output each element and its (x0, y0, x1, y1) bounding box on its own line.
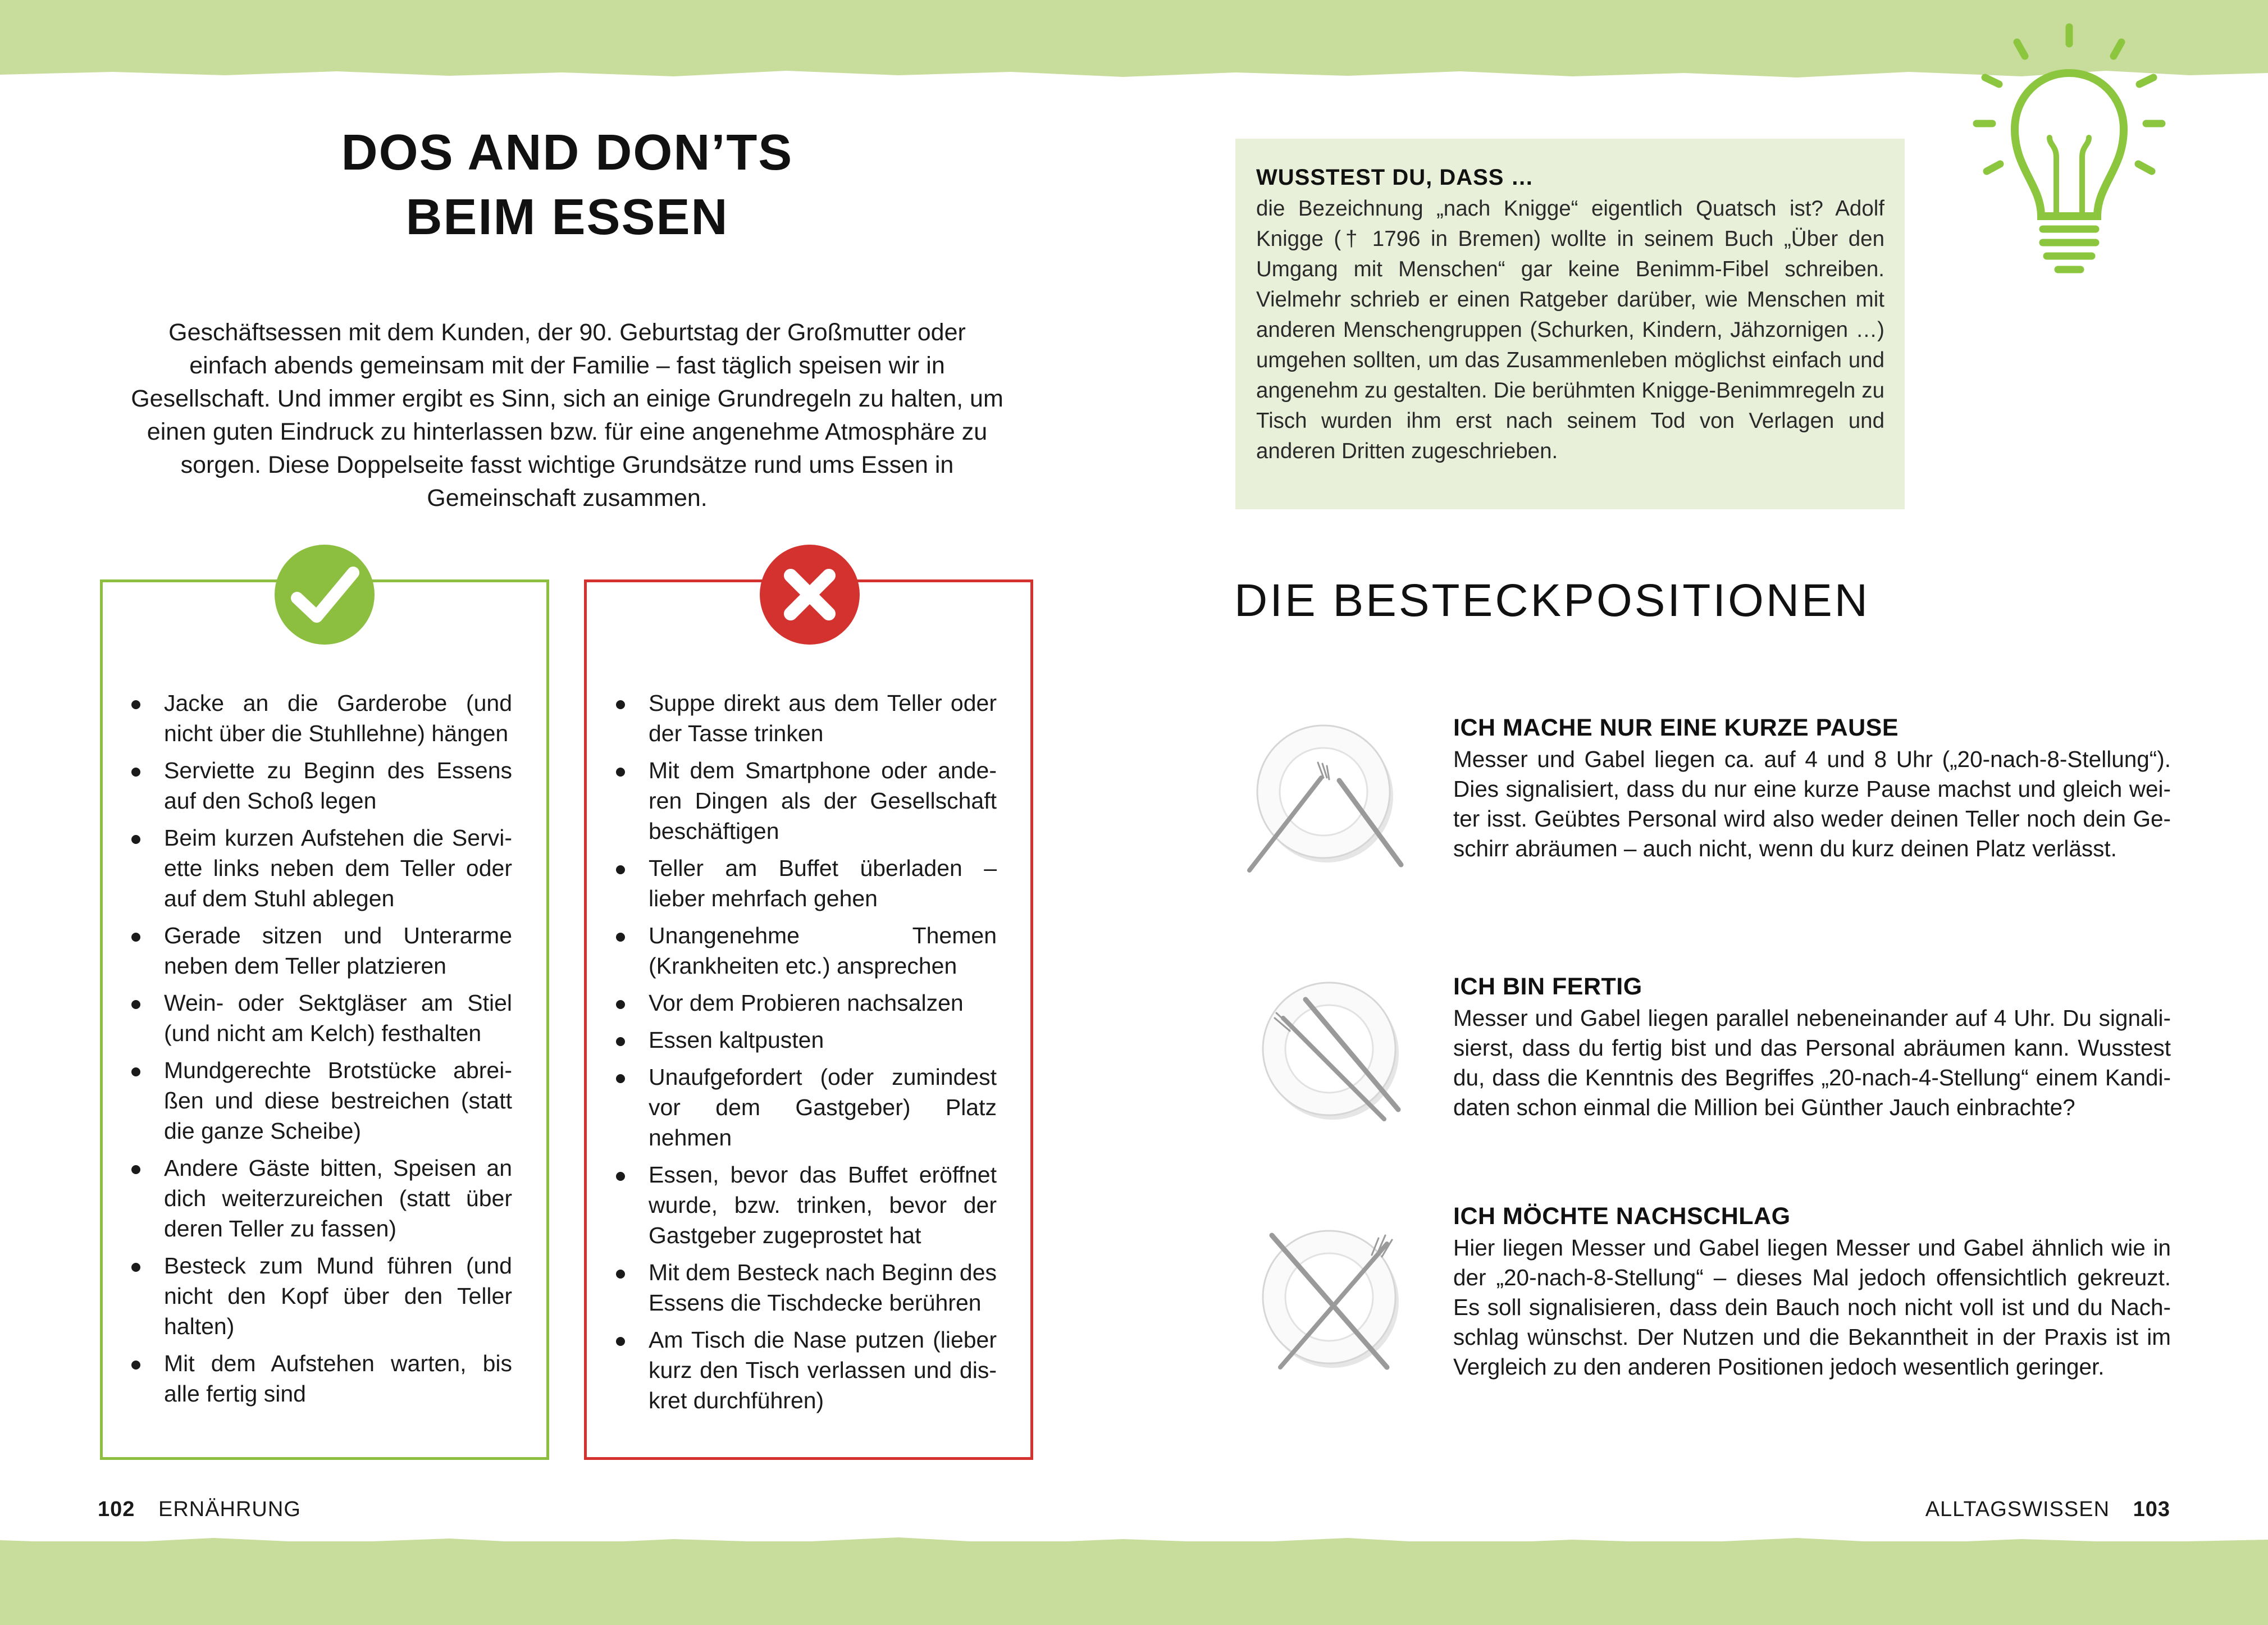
position-text: Hier liegen Messer und Gabel liegen Messer und Gabel ähnlich wie in der „20-nach-8-Stellung“ – dieses Mal jedoch offensichtlich gekreuzt. Es soll signalisieren, dass dein Bauch noch nicht voll ist und du Nachschlag wünschst. Der Nutzen und die Bekanntheit in der Praxis ist im Vergleich zu den anderen Positionen jedoch wesentlich geringer. (1453, 1235, 2171, 1380)
did-you-know-box (1235, 139, 1905, 509)
donts-item: Unangenehme Themen (Krankheiten etc.) ansprechen (615, 920, 997, 981)
cross-icon (760, 545, 860, 645)
dos-item: Wein- oder Sektgläser am Stiel (und nicht am Kelch) festhalten (130, 988, 512, 1048)
position-title: ICH MÖCHTE NACHSCHLAG (1453, 1203, 1791, 1230)
page-number-left: 102 (98, 1498, 135, 1521)
page-number-right: 103 (2133, 1498, 2170, 1521)
position-text: Messer und Gabel liegen ca. auf 4 und 8 Uhr („20-nach-8-Stellung“). Dies signalisiert, dass du nur eine kurze Pause machst und gleich weiter isst. Geübtes Personal wird also weder deinen Teller noch dein Geschirr abräumen – auch nicht, wenn du kurz deinen Platz verlässt. (1453, 746, 2171, 861)
plate-finished-icon (1244, 965, 1412, 1133)
section-title: DIE BESTECKPOSITIONEN (1234, 575, 1870, 626)
donts-item: Suppe direkt aus dem Teller oder der Tasse trinken (615, 688, 997, 748)
dos-item: Mundgerechte Brotstücke abreißen und diese bestreichen (statt die ganze Scheibe) (130, 1055, 512, 1146)
lightbulb-icon (1960, 17, 2179, 286)
dos-item: Andere Gäste bitten, Speisen an dich weiterzureichen (statt über deren Teller zu fassen) (130, 1153, 512, 1244)
dos-item: Gerade sitzen und Unterarme neben dem Teller platzieren (130, 920, 512, 981)
top-decorative-band (0, 0, 2268, 67)
donts-item: Unaufgefordert (oder zumindest vor dem Gastgeber) Platz nehmen (615, 1062, 997, 1153)
dos-item: Besteck zum Mund führen (und nicht den Kopf über den Teller halten) (130, 1250, 512, 1341)
dos-item: Beim kurzen Aufstehen die Serviette links neben dem Teller oder auf dem Stuhl ablegen (130, 823, 512, 914)
intro-paragraph: Geschäftsessen mit dem Kunden, der 90. Geburtstag der Großmutter oder einfach abends gemeinsam mit der Familie – fast täglich speisen wir in Gesellschaft. Und immer ergibt es Sinn, sich an einige Grundregeln zu halten, um einen guten Eindruck zu hinterlassen bzw. für eine angenehme Atmosphäre zu sorgen. Diese Doppelseite fasst wichtige Grundsätze rund ums Essen in Gemeinschaft zusammen. (131, 319, 1003, 512)
bottom-decorative-band (0, 1541, 2268, 1625)
donts-item: Mit dem Besteck nach Beginn des Essens die Tischdecke berühren (615, 1257, 997, 1318)
infobox-text: die Bezeichnung „nach Knigge“ eigentlich Quatsch ist? Adolf Knigge († 1796 in Bremen) wollte in seinem Buch „Über den Umgang mit Menschen“ gar keine Benimm-Fibel schreiben. Vielmehr schrieb er einen Ratgeber darüber, wie Menschen mit anderen Menschengruppen (Schurken, Kindern, Jähzornigen …) umgehen sollten, um das Zusammenleben möglichst einfach und angenehm zu gestalten. Die berühmten Knigge-Benimmregeln zu Tisch wurden ihm erst nach seinem Tod von Verlagen und anderen Dritten zugeschrieben. (1256, 197, 1884, 463)
infobox-title: WUSSTEST DU, DASS … (1256, 165, 1534, 190)
position-title: ICH MACHE NUR EINE KURZE PAUSE (1453, 714, 1899, 741)
section-name-right: ALLTAGSWISSEN (1925, 1498, 2110, 1521)
plate-pause-icon (1238, 707, 1407, 876)
position-pause (1453, 712, 2171, 864)
dos-item: Mit dem Aufstehen warten, bis alle fertig sind (130, 1348, 512, 1409)
position-more (1453, 1201, 2171, 1382)
dos-list (130, 688, 512, 1416)
checkmark-icon (275, 545, 375, 645)
donts-item: Vor dem Probieren nachsalzen (615, 988, 997, 1018)
donts-item: Essen kaltpusten (615, 1025, 997, 1055)
position-finished (1453, 971, 2171, 1122)
footer-right (1925, 1496, 2170, 1522)
donts-item: Am Tisch die Nase putzen (lieber kurz den Tisch verlassen und diskret durchführen) (615, 1325, 997, 1416)
dos-item: Serviette zu Beginn des Essens auf den Schoß legen (130, 755, 512, 816)
donts-item: Teller am Buffet überladen – lieber mehrfach gehen (615, 853, 997, 914)
plate-more-icon (1244, 1213, 1412, 1381)
footer-left (98, 1496, 301, 1522)
position-title: ICH BIN FERTIG (1453, 973, 1642, 1000)
title-line-1: DOS AND DON’TS (341, 125, 793, 181)
donts-list (615, 688, 997, 1422)
donts-item: Essen, bevor das Buffet eröffnet wurde, bzw. trinken, bevor der Gastgeber zugeprostet hat (615, 1160, 997, 1250)
position-text: Messer und Gabel liegen parallel nebeneinander auf 4 Uhr. Du signalisierst, dass du fertig bist und das Personal abräumen kann. Wusstest du, dass die Kenntnis des Begriffes „20-nach-4-Stellung“ einem Kandidaten schon einmal die Million bei Günther Jauch einbrachte? (1453, 1005, 2171, 1120)
section-name-left: ERNÄHRUNG (158, 1498, 301, 1521)
dos-item: Jacke an die Garderobe (und nicht über die Stuhllehne) hängen (130, 688, 512, 748)
donts-item: Mit dem Smartphone oder anderen Dingen als der Gesellschaft beschäftigen (615, 755, 997, 846)
page-title (281, 121, 854, 250)
title-line-2: BEIM ESSEN (405, 189, 729, 245)
